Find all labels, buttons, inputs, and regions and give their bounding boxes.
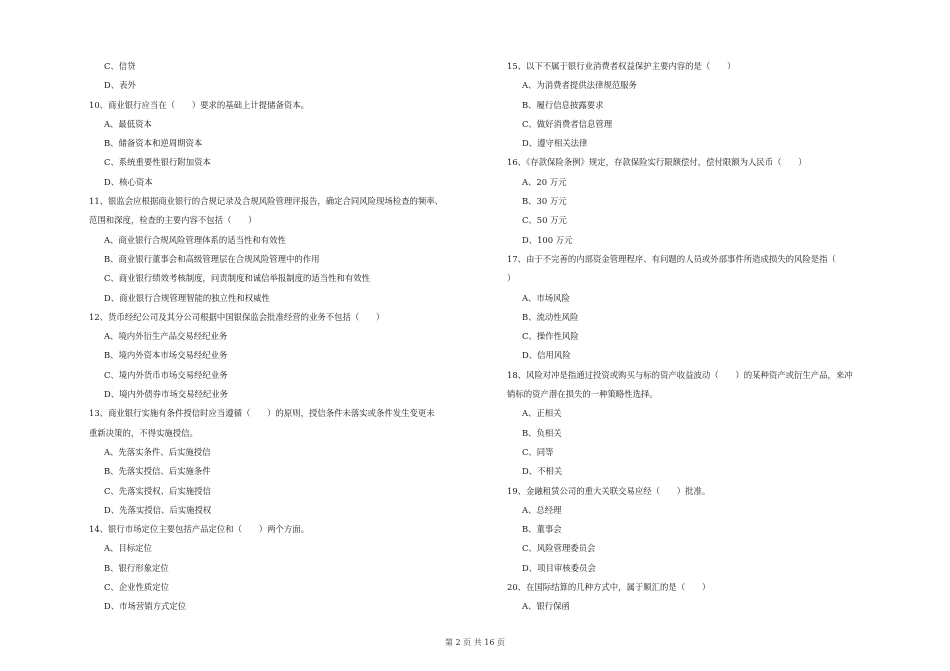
answer-option: B、流动性风险: [522, 311, 579, 322]
question-text-continued: 范围和深度，检查的主要内容不包括（ ）: [89, 215, 257, 226]
answer-option: B、境内外资本市场交易经纪业务: [104, 350, 228, 361]
answer-option: D、项目审核委员会: [522, 562, 596, 573]
answer-option: C、先落实授权、后实施授信: [104, 485, 211, 496]
right-column: [507, 57, 907, 617]
answer-option: A、20 万元: [522, 176, 567, 187]
answer-option: C、50 万元: [522, 215, 567, 226]
question-text: 16、《存款保险条例》规定，存款保险实行限额偿付，偿付限额为人民币（ ）: [507, 157, 807, 168]
question-text: 12、货币经纪公司及其分公司根据中国银保监会批准经营的业务不包括（ ）: [89, 311, 385, 322]
answer-option: C、商业银行绩效考核制度，问责制度和诚信举报制度的适当性和有效性: [104, 273, 371, 284]
question-text: 17、由于不完善的内部资金管理程序、有问题的人员或外部事件所造成损失的风险是指（: [507, 253, 836, 264]
answer-option: A、银行保函: [522, 601, 570, 612]
answer-option: C、系统重要性银行附加资本: [104, 157, 211, 168]
answer-option: D、市场营销方式定位: [104, 601, 187, 612]
answer-option: D、境内外债券市场交易经纪业务: [104, 389, 228, 400]
answer-option: B、负相关: [522, 427, 562, 438]
answer-option: A、总经理: [522, 504, 562, 515]
answer-option: A、市场风险: [522, 292, 570, 303]
answer-option: A、正相关: [522, 408, 562, 419]
answer-option: C、做好消费者信息管理: [522, 118, 613, 129]
answer-option: C、操作性风险: [522, 331, 579, 342]
answer-option: A、为消费者提供法律规范服务: [522, 80, 637, 91]
answer-option: B、银行形象定位: [104, 562, 169, 573]
answer-option: D、不相关: [522, 466, 563, 477]
question-text: 10、商业银行应当在（ ）要求的基础上计提储备资本。: [89, 99, 310, 110]
answer-option: B、董事会: [522, 524, 562, 535]
question-text: 18、风险对冲是指通过投资或购买与标的资产收益波动（ ）的某种资产或衍生产品，来冲: [507, 369, 853, 380]
question-text-continued: 销标的资产潜在损失的一种策略性选择。: [507, 389, 658, 400]
question-text: 13、商业银行实施有条件授信时应当遵循（ ）的原则，授信条件未落实或条件发生变更未: [89, 408, 435, 419]
question-text: 14、银行市场定位主要包括产品定位和（ ）两个方面。: [89, 524, 310, 535]
answer-option: C、同等: [522, 446, 554, 457]
answer-option: A、境内外衍生产品交易经纪业务: [104, 331, 228, 342]
answer-option: C、风险管理委员会: [522, 543, 596, 554]
answer-option: D、表外: [104, 80, 136, 91]
question-text-continued: ）: [507, 273, 516, 284]
answer-option: D、信用风险: [522, 350, 571, 361]
page-footer: 第 2 页 共 16 页: [445, 638, 505, 647]
question-text: 19、金融租赁公司的重大关联交易应经（ ）批准。: [507, 485, 711, 496]
answer-option: A、最低资本: [104, 118, 152, 129]
answer-option: B、储备资本和逆周期资本: [104, 138, 203, 149]
answer-option: C、境内外货币市场交易经纪业务: [104, 369, 228, 380]
answer-option: C、信贷: [104, 61, 136, 71]
answer-option: D、遵守相关法律: [522, 138, 588, 149]
answer-option: A、目标定位: [104, 543, 152, 554]
answer-option: D、先落实授信、后实施授权: [104, 504, 212, 515]
question-text-continued: 重新决策的，不得实施授信。: [89, 427, 198, 438]
answer-option: C、企业性质定位: [104, 582, 170, 593]
answer-option: B、30 万元: [522, 196, 567, 207]
answer-option: A、先落实条件、后实施授信: [104, 446, 211, 457]
left-column: [89, 57, 489, 617]
question-text: 15、以下不属于银行业消费者权益保护主要内容的是（ ）: [507, 61, 736, 71]
answer-option: D、100 万元: [522, 234, 573, 245]
question-text: 11、银监会应根据商业银行的合规记录及合规风险管理评报告，确定合同风险现场检查的频率、: [89, 196, 444, 207]
answer-option: D、核心资本: [104, 176, 153, 187]
answer-option: B、先落实授信、后实施条件: [104, 466, 211, 477]
answer-option: D、商业银行合规管理智能的独立性和权威性: [104, 292, 270, 303]
answer-option: B、履行信息披露要求: [522, 99, 604, 110]
question-text: 20、在国际结算的几种方式中，属于顺汇的是（ ）: [507, 582, 711, 593]
answer-option: B、商业银行董事会和高级管理层在合规风险管理中的作用: [104, 253, 320, 264]
answer-option: A、商业银行合规风险管理体系的适当性和有效性: [104, 234, 286, 245]
